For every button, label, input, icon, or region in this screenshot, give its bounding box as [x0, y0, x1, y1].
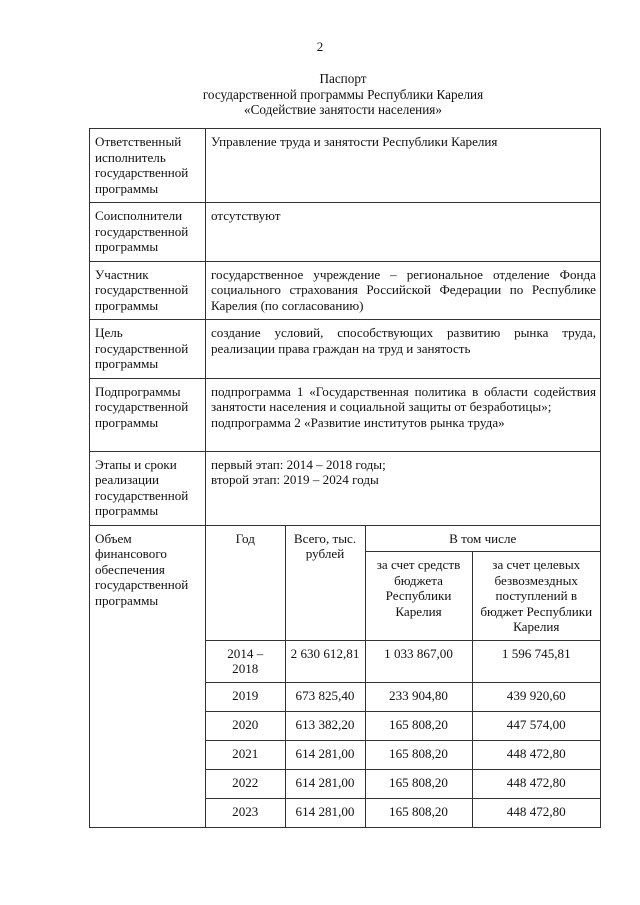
row-label: Цель государственной программы	[90, 320, 206, 379]
finance-header-row	[206, 526, 600, 552]
row-label: Этапы и сроки реализации государственной программы	[90, 451, 206, 525]
row-label: Подпрограммы государственной программы	[90, 378, 206, 451]
row-label: Ответственный исполнитель государственной программы	[90, 129, 206, 203]
table-row	[206, 640, 600, 682]
row-value	[206, 451, 601, 525]
cell-total: 614 281,00	[285, 740, 365, 769]
cell-budget: 165 808,20	[365, 798, 472, 827]
header-year: Год	[206, 526, 285, 641]
row-co-executors	[90, 203, 601, 262]
row-goal	[90, 320, 601, 379]
table-row	[206, 769, 600, 798]
table-row	[206, 682, 600, 711]
table-row	[206, 740, 600, 769]
header-total: Всего, тыс. рублей	[285, 526, 365, 641]
row-subprograms	[90, 378, 601, 451]
finance-table	[206, 526, 600, 827]
cell-grants: 447 574,00	[472, 711, 600, 740]
cell-grants: 1 596 745,81	[472, 640, 600, 682]
finance-cell	[206, 525, 601, 827]
cell-year: 2023	[206, 798, 285, 827]
cell-year: 2021	[206, 740, 285, 769]
cell-total: 613 382,20	[285, 711, 365, 740]
cell-budget: 165 808,20	[365, 740, 472, 769]
row-value	[206, 378, 601, 451]
cell-budget: 1 033 867,00	[365, 640, 472, 682]
document-title	[0, 71, 640, 118]
row-value: отсутствуют	[206, 203, 601, 262]
cell-total: 614 281,00	[285, 798, 365, 827]
subprogram-2: подпрограмма 2 «Развитие институтов рынка труда»	[211, 414, 505, 430]
table-row	[206, 798, 600, 827]
cell-year: 2014 – 2018	[206, 640, 285, 682]
row-label: Соисполнители государственной программы	[90, 203, 206, 262]
header-including: В том числе	[365, 526, 600, 552]
subprogram-1: подпрограмма 1 «Государственная политика в области содействия занятости населения и социальной защиты от безработицы»;	[211, 383, 596, 414]
cell-budget: 165 808,20	[365, 769, 472, 798]
row-value: создание условий, способствующих развитию рынка труда, реализации права граждан на труд и занятость	[206, 320, 601, 379]
stage-1: первый этап: 2014 – 2018 годы;	[211, 456, 386, 472]
cell-total: 614 281,00	[285, 769, 365, 798]
cell-budget: 233 904,80	[365, 682, 472, 711]
row-finance	[90, 525, 601, 827]
cell-grants: 448 472,80	[472, 798, 600, 827]
passport-table	[89, 128, 601, 828]
cell-grants: 439 920,60	[472, 682, 600, 711]
cell-year: 2019	[206, 682, 285, 711]
row-participant	[90, 261, 601, 320]
cell-grants: 448 472,80	[472, 769, 600, 798]
table-row	[206, 711, 600, 740]
title-line-passport: Паспорт	[319, 71, 367, 86]
header-budget: за счет средств бюджета Республики Карелия	[365, 552, 472, 641]
cell-total: 2 630 612,81	[285, 640, 365, 682]
cell-grants: 448 472,80	[472, 740, 600, 769]
stage-2: второй этап: 2019 – 2024 годы	[211, 472, 379, 487]
row-responsible-executor	[90, 129, 601, 203]
row-stages	[90, 451, 601, 525]
title-line-program: государственной программы Республики Карелия	[202, 86, 484, 102]
cell-total: 673 825,40	[285, 682, 365, 711]
cell-year: 2022	[206, 769, 285, 798]
row-value: Управление труда и занятости Республики Карелия	[206, 129, 601, 203]
cell-year: 2020	[206, 711, 285, 740]
row-label: Участник государственной программы	[90, 261, 206, 320]
cell-budget: 165 808,20	[365, 711, 472, 740]
row-value: государственное учреждение – региональное отделение Фонда социального страхования Российской Федерации по Республике Карелия (по согласованию)	[206, 261, 601, 320]
row-label: Объем финансового обеспечения государственной программы	[90, 525, 206, 827]
page-number: 2	[316, 39, 324, 54]
header-grants: за счет целевых безвозмездных поступлений в бюджет Республики Карелия	[472, 552, 600, 641]
title-line-program-name: «Содействие занятости населения»	[244, 102, 442, 117]
